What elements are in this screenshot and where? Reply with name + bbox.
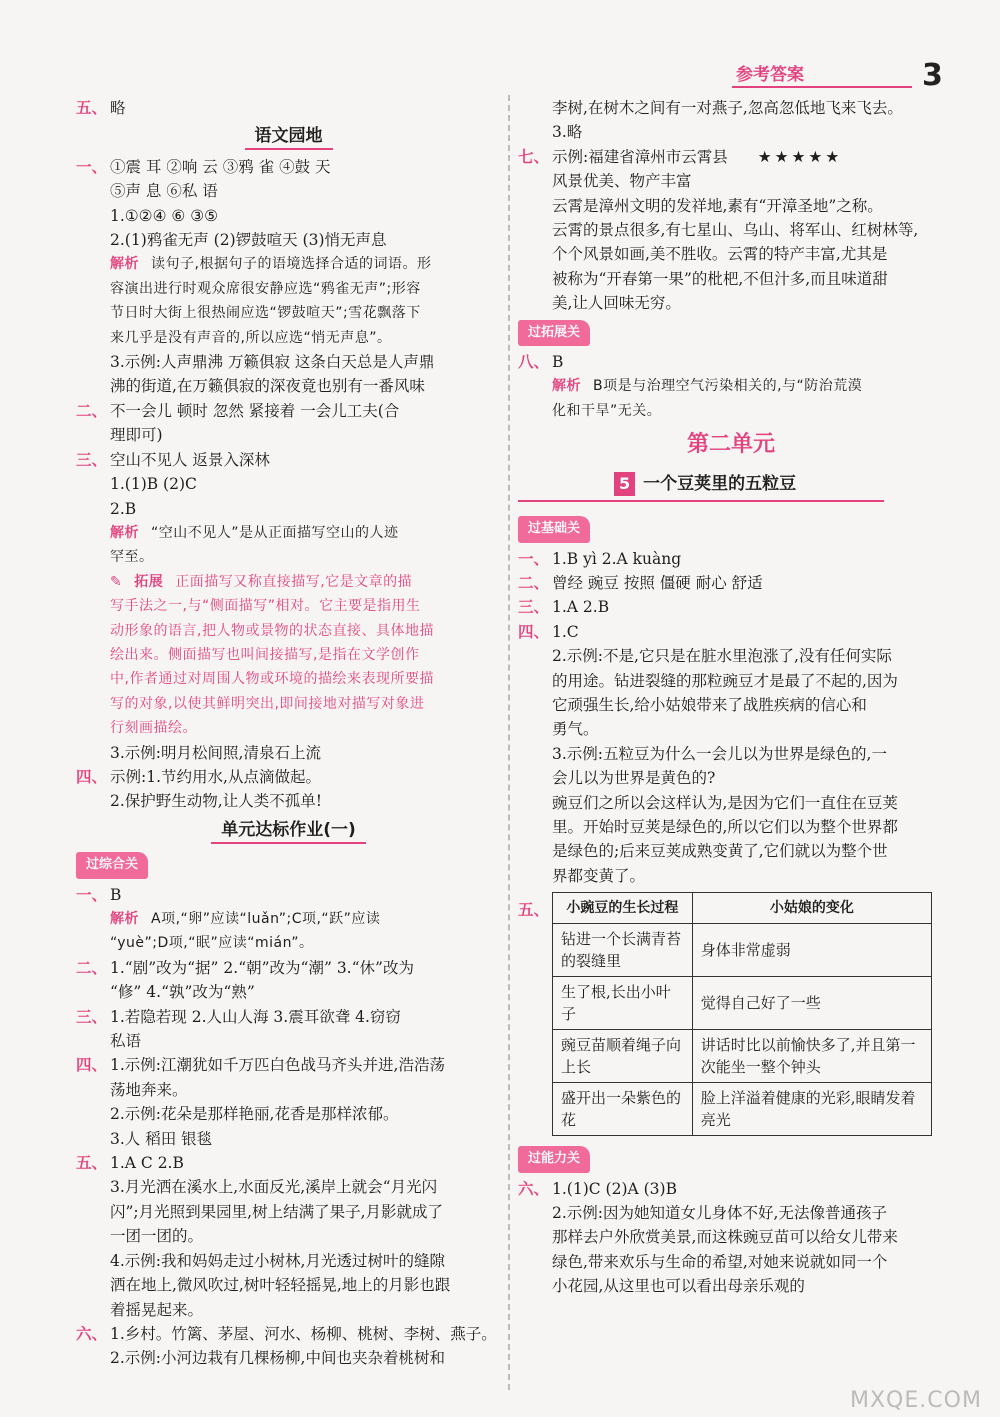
section-mark: 一、 bbox=[518, 549, 550, 568]
section-mark: 六、 bbox=[76, 1324, 108, 1343]
answer-line: 1.①②④ ⑥ ③⑤ bbox=[110, 206, 219, 225]
analysis-line: 罕至。 bbox=[110, 549, 154, 566]
header-rule bbox=[732, 86, 912, 88]
growth-table bbox=[552, 892, 932, 1136]
page-number: 3 bbox=[922, 58, 943, 93]
answer-text: 曾经 豌豆 按照 僵硬 耐心 舒适 bbox=[552, 573, 763, 592]
answer-line: 风景优美、物产丰富 bbox=[552, 172, 692, 191]
table-header-row bbox=[553, 893, 932, 924]
answer-text: 1.A C 2.B bbox=[110, 1154, 184, 1173]
lesson-title bbox=[518, 472, 884, 502]
analysis-line: 容演出进行时观众席很安静应选“鸦雀无声”;形容 bbox=[110, 280, 421, 297]
section-mark: 三、 bbox=[76, 1007, 108, 1026]
table-row bbox=[553, 977, 932, 1030]
answer-line: 是绿色的;后来豆荚成熟变黄了,它们就以为整个世 bbox=[552, 842, 888, 861]
analysis-label: 解析 bbox=[110, 911, 139, 927]
section-mark: 五、 bbox=[76, 1154, 108, 1173]
answer-line: 2.示例:小河边栽有几棵杨柳,中间也夹杂着桃树和 bbox=[110, 1349, 445, 1368]
answer-line bbox=[76, 765, 501, 789]
section-mark: 五、 bbox=[518, 901, 550, 920]
answer-line: 那样去户外欣赏美景,而这株豌豆苗可以给女儿带来 bbox=[552, 1228, 898, 1247]
answer-line: 2.保护野生动物,让人类不孤单! bbox=[110, 792, 322, 811]
answer-line: 界都变黄了。 bbox=[552, 866, 646, 885]
answer-text: 示例:1.节约用水,从点滴做起。 bbox=[110, 767, 321, 786]
answer-line: 3.略 bbox=[552, 123, 583, 142]
answer-line: 一团一团的。 bbox=[110, 1227, 204, 1246]
answer-line: 它顽强生长,给小姑娘带来了战胜疾病的信心和 bbox=[552, 695, 867, 714]
answer-line: 李树,在树木之间有一对燕子,忽高忽低地飞来飞去。 bbox=[552, 99, 903, 117]
answer-text: 1.B yì 2.A kuàng bbox=[552, 549, 682, 568]
analysis-line: 来几乎是没有声音的,所以应选“悄无声息”。 bbox=[110, 329, 392, 346]
lesson-number: 5 bbox=[614, 472, 635, 496]
table-header-cell: 小豌豆的生长过程 bbox=[553, 893, 693, 924]
section-badge bbox=[518, 316, 944, 350]
answer-text: 1.“剧”改为“据” 2.“朝”改为“潮” 3.“休”改为 bbox=[110, 958, 414, 977]
analysis-line: 化和干旱”无关。 bbox=[552, 402, 662, 419]
answer-line bbox=[76, 1322, 501, 1346]
extension-line: 写的对象,以使其鲜明突出,即间接地对描写对象进 bbox=[110, 695, 425, 712]
section-badge bbox=[76, 848, 501, 882]
extension-label: 拓展 bbox=[134, 573, 164, 590]
analysis-line: 节日时大街上很热闹应选“锣鼓喧天”;雪花飘落下 bbox=[110, 305, 421, 322]
badge-text: 过拓展关 bbox=[518, 320, 590, 346]
table-cell: 觉得自己好了一些 bbox=[692, 977, 931, 1030]
table-cell: 豌豆苗顺着绳子向上长 bbox=[553, 1030, 693, 1083]
section-mark: 七、 bbox=[518, 147, 550, 166]
section-mark: 二、 bbox=[76, 401, 108, 420]
answer-line: 被称为“开春第一果”的枇杷,不但汁多,而且味道甜 bbox=[552, 269, 888, 288]
section-mark: 一、 bbox=[76, 157, 108, 176]
analysis-line bbox=[76, 252, 501, 276]
answer-line: ⑤声 息 ⑥私 语 bbox=[110, 182, 218, 201]
table-cell: 讲话时比以前愉快多了,并且第一次能坐一整个钟头 bbox=[692, 1030, 931, 1083]
section-mark: 三、 bbox=[518, 598, 550, 617]
analysis-line: “yuè”;D项,“眠”应读“mián”。 bbox=[110, 935, 314, 952]
answer-line bbox=[76, 448, 501, 472]
extension-line: 动形象的语言,把人物或景物的状态直接、具体地描 bbox=[110, 622, 434, 639]
section-mark: 六、 bbox=[518, 1179, 550, 1198]
analysis-text: B项是与治理空气污染相关的,与“防治荒漠 bbox=[593, 378, 863, 395]
section-mark: 四、 bbox=[518, 622, 550, 641]
rating-stars: ★★★★★ bbox=[757, 147, 843, 166]
answer-line: 荡地奔来。 bbox=[110, 1080, 188, 1099]
answer-line: 1.(1)B (2)C bbox=[110, 475, 197, 494]
answer-line: 个个风景如画,美不胜收。云霄的特产丰富,尤其是 bbox=[552, 245, 888, 264]
badge-text: 过能力关 bbox=[518, 1146, 590, 1172]
answer-line: 里。开始时豆荚是绿色的,所以它们以为整个世界都 bbox=[552, 817, 898, 836]
analysis-text: “空山不见人”是从正面描写空山的人迹 bbox=[151, 524, 399, 541]
answer-line: 4.示例:我和妈妈走过小树林,月光透过树叶的缝隙 bbox=[110, 1251, 445, 1270]
answer-text: 不一会儿 顿时 忽然 紧接着 一会儿工夫(合 bbox=[110, 401, 400, 420]
answer-line: 理即可) bbox=[110, 426, 163, 445]
badge-text: 过综合关 bbox=[76, 852, 148, 878]
answer-line: 豌豆们之所以会这样认为,是因为它们一直住在豆荚 bbox=[552, 793, 898, 812]
answer-line bbox=[76, 399, 501, 423]
answer-line: 2.示例:因为她知道女儿身体不好,无法像普通孩子 bbox=[552, 1204, 887, 1222]
answer-line: 洒在地上,微风吹过,树叶轻轻摇晃,地上的月影也跟 bbox=[110, 1276, 451, 1295]
extension-line: 中,作者通过对周围人物或环境的描绘来表现所要描 bbox=[110, 671, 434, 688]
answer-line bbox=[76, 1005, 501, 1029]
left-column bbox=[76, 96, 501, 1371]
answer-line bbox=[518, 547, 944, 571]
answer-line bbox=[76, 956, 501, 980]
table-block bbox=[518, 892, 944, 1136]
table-header-cell: 小姑娘的变化 bbox=[692, 893, 931, 924]
section-title-text: 单元达标作业(一) bbox=[211, 820, 366, 844]
answer-text: 空山不见人 返景入深林 bbox=[110, 450, 270, 469]
answer-line bbox=[76, 96, 501, 120]
analysis-label: 解析 bbox=[110, 256, 139, 273]
footer-watermark: MXQE.COM bbox=[850, 1388, 982, 1413]
answer-line: 3.示例:明月松间照,清泉石上流 bbox=[110, 743, 321, 762]
answer-line: 会儿以为世界是黄色的? bbox=[552, 769, 716, 788]
answer-line: 3.示例:五粒豆为什么一会儿以为世界是绿色的,一 bbox=[552, 744, 887, 763]
analysis-line bbox=[76, 521, 501, 545]
answer-line: 私语 bbox=[110, 1032, 142, 1051]
analysis-line bbox=[76, 907, 501, 931]
answer-line: 云霄的景点很多,有七星山、乌山、将军山、红树林等, bbox=[552, 221, 919, 240]
answer-line: 美,让人回味无穷。 bbox=[552, 294, 681, 313]
extension-line: 绘出来。侧面描写也叫间接描写,是指在文学创作 bbox=[110, 646, 420, 663]
analysis-label: 解析 bbox=[552, 378, 581, 395]
section-mark: 二、 bbox=[518, 573, 550, 592]
unit-title: 第二单元 bbox=[686, 432, 775, 458]
table-cell: 钻进一个长满青苔的裂缝里 bbox=[553, 924, 693, 977]
answer-line bbox=[518, 595, 944, 619]
answer-line: 2.示例:不是,它只是在脏水里泡涨了,没有任何实际 bbox=[552, 647, 892, 666]
answer-text: 略 bbox=[110, 99, 126, 117]
answer-text: 示例:福建省漳州市云霄县 bbox=[552, 147, 728, 166]
lesson-title-text: 一个豆荚里的五粒豆 bbox=[643, 473, 797, 494]
answer-line bbox=[76, 883, 501, 907]
section-mark: 三、 bbox=[76, 450, 108, 469]
answer-text: 1.A 2.B bbox=[552, 598, 610, 617]
table-cell: 生了根,长出小叶子 bbox=[553, 977, 693, 1030]
extension-text: 正面描写又称直接描写,它是文章的描 bbox=[175, 573, 413, 590]
section-title bbox=[76, 818, 501, 842]
extension-line bbox=[76, 570, 501, 594]
extension-line: 行刻画描绘。 bbox=[110, 720, 197, 737]
answer-line: 2.(1)鸦雀无声 (2)锣鼓喧天 (3)悄无声息 bbox=[110, 231, 387, 250]
answer-line: 闪”;月光照到果园里,树上结满了果子,月影就成了 bbox=[110, 1202, 444, 1221]
section-mark: 二、 bbox=[76, 958, 108, 977]
answer-line: 3.月光洒在溪水上,水面反光,溪岸上就会“月光闪 bbox=[110, 1178, 438, 1197]
table-cell: 盛开出一朵紫色的花 bbox=[553, 1083, 693, 1136]
answer-line bbox=[518, 1177, 944, 1201]
table-row bbox=[553, 1083, 932, 1136]
answer-line bbox=[518, 571, 944, 595]
answer-line: “修” 4.“孰”改为“熟” bbox=[110, 983, 255, 1002]
analysis-text: 读句子,根据句子的语境选择合适的词语。形 bbox=[151, 256, 432, 273]
answer-text: ①震 耳 ②响 云 ③鸦 雀 ④鼓 天 bbox=[110, 157, 331, 176]
section-mark: 八、 bbox=[518, 353, 550, 372]
answer-text: 1.示例:江潮犹如千万匹白色战马齐头并进,浩浩荡 bbox=[110, 1056, 445, 1075]
section-badge bbox=[518, 512, 944, 546]
analysis-text: A项,“卵”应读“luǎn”;C项,“跃”应读 bbox=[151, 911, 381, 927]
answer-line bbox=[518, 145, 944, 169]
table-row bbox=[553, 1030, 932, 1083]
header-label: 参考答案 bbox=[736, 65, 804, 85]
section-mark: 一、 bbox=[76, 885, 108, 904]
answer-line: 小花园,从这里也可以看出母亲乐观的 bbox=[552, 1277, 805, 1296]
table-cell: 身体非常虚弱 bbox=[692, 924, 931, 977]
answer-line: 勇气。 bbox=[552, 720, 599, 739]
answer-text: 1.乡村。竹篱、茅屋、河水、杨柳、桃树、李树、燕子。 bbox=[110, 1324, 497, 1343]
answer-line bbox=[76, 1151, 501, 1175]
answer-text: 1.若隐若现 2.人山人海 3.震耳欲聋 4.窃窃 bbox=[110, 1007, 401, 1026]
answer-text: 1.(1)C (2)A (3)B bbox=[552, 1179, 677, 1198]
table-cell: 脸上洋溢着健康的光彩,眼睛发着亮光 bbox=[692, 1083, 931, 1136]
answer-line bbox=[518, 350, 944, 374]
column-divider bbox=[508, 95, 510, 1390]
section-mark: 四、 bbox=[76, 1056, 108, 1075]
pencil-icon: ✎ bbox=[110, 573, 123, 590]
answer-line bbox=[76, 1053, 501, 1077]
extension-line: 写手法之一,与“侧面描写”相对。它主要是指用生 bbox=[110, 598, 421, 615]
analysis-label: 解析 bbox=[110, 524, 139, 541]
answer-line bbox=[76, 155, 501, 179]
table-row bbox=[553, 924, 932, 977]
answer-line: 2.示例:花朵是那样艳丽,花香是那样浓郁。 bbox=[110, 1105, 399, 1124]
answer-line: 云霄是漳州文明的发祥地,素有“开漳圣地”之称。 bbox=[552, 196, 883, 215]
analysis-line bbox=[518, 374, 944, 398]
answer-text: B bbox=[552, 353, 564, 372]
answer-line: 着摇晃起来。 bbox=[110, 1300, 204, 1319]
answer-line: 2.B bbox=[110, 499, 137, 518]
answer-line: 沸的街道,在万籁俱寂的深夜竟也别有一番风味 bbox=[110, 377, 425, 396]
answer-line: 绿色,带来欢乐与生命的希望,对她来说就如同一个 bbox=[552, 1252, 888, 1271]
page-header bbox=[0, 0, 1000, 100]
section-title-text: 语文园地 bbox=[245, 126, 333, 150]
answer-line: 的用途。钻进裂缝的那粒豌豆才是最了不起的,因为 bbox=[552, 671, 898, 690]
right-column bbox=[518, 96, 944, 1299]
answer-text: B bbox=[110, 885, 122, 904]
answer-line: 3.人 稻田 银毯 bbox=[110, 1129, 213, 1148]
answer-line: 3.示例:人声鼎沸 万籁俱寂 这条白天总是人声鼎 bbox=[110, 353, 435, 372]
answer-text: 1.C bbox=[552, 622, 579, 641]
badge-text: 过基础关 bbox=[518, 516, 590, 542]
section-mark: 四、 bbox=[76, 767, 108, 786]
section-title bbox=[76, 124, 501, 148]
answer-line bbox=[518, 620, 944, 644]
section-badge bbox=[518, 1142, 944, 1176]
section-mark: 五、 bbox=[76, 99, 108, 117]
